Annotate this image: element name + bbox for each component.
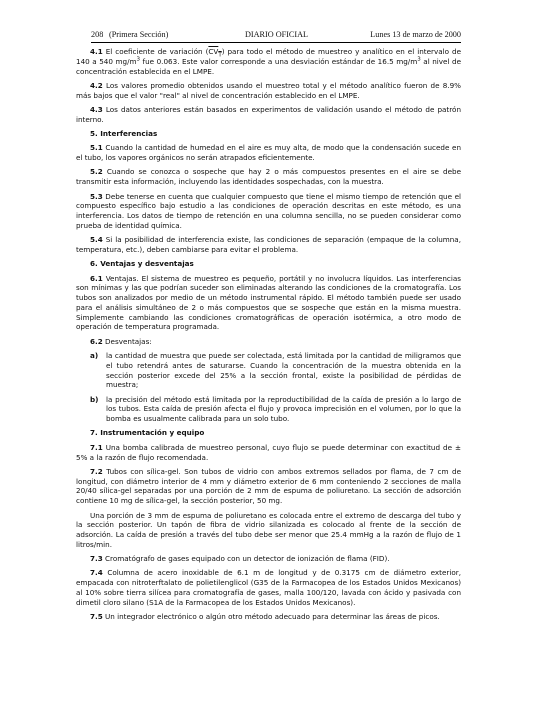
paragraph-number: 7.3 [90,554,103,564]
paragraph-5-3 [76,192,461,231]
paragraph-text: El coeficiente de variación ( [102,47,209,56]
paragraph-4-1 [76,47,461,76]
paragraph-text: Ventajas. El sistema de muestreo es pequeño, portátil y no involucra líquidos. Las interferencias son mínimas y las que podrían suceder son eliminadas alterando las condiciones de la cromatografía. Los tubos son analizados por medio de un método instrumental rápido. El método también puede ser usado para el análisis simultáneo de 2 o más compuestos que se sospeche que están en la misma muestra. Simplemente cambiando las condiciones cromatográficas de operación isotérmica, a otro modo de operación de temperatura programada. [76,273,461,332]
paragraph-text: Los valores promedio obtenidos usando el muestreo total y el método analítico fueron de 8.9% más bajos que el valor "real" al nivel de concentración establecido en el LMPE. [76,80,461,100]
paragraph-7-4 [76,568,461,607]
publication-title: DIARIO OFICIAL [245,30,308,39]
paragraph-number: 6.2 [90,336,103,346]
paragraph-text: Si la posibilidad de interferencia existe, las condiciones de separación (empaque de la columna, temperatura, etc.), deben cambiarse para evitar el problema. [76,235,461,254]
paragraph-6-2 [76,337,461,347]
paragraph-number: 6.1 [90,273,103,283]
list-marker: b) [90,394,99,404]
paragraph-6-1 [76,274,461,333]
cv-subscript: T [218,52,222,59]
paragraph-number: 5.3 [90,191,103,201]
paragraph-text: Cuando se conozca o sospeche que hay 2 o más compuestos presentes en el aire se debe transmitir esta información, incluyendo las identidades sospechadas, con la muestra. [76,167,461,187]
paragraph-number: 7.2 [90,466,103,476]
paragraph-number: 4.2 [90,80,103,90]
paragraph-text: Tubos con sílica-gel. Son tubos de vidrio con ambos extremos sellados por flama, de 7 cm de longitud, con diámetro interior de 4 mm y diámetro exterior de 6 mm conteniendo 2 secciones de malla 20/40 sílica-gel separadas por una porción de 2 mm de espuma de poliuretano. La sección de adsorción contiene 10 mg de sílica-gel, la sección posterior, 50 mg. [76,466,461,506]
section-label: (Primera Sección) [109,30,169,39]
paragraph-text: Desventajas: [102,336,152,346]
list-item-a [76,351,461,390]
document-body [76,47,461,626]
paragraph-number: 7.4 [90,568,103,578]
list-item-text: la precisión del método está limitada por la reproductibilidad de la caída de presión a lo largo de los tubos. Esta caída de presión afecta el flujo y provoca imprecisión en el volumen, por lo que la bomba es usualmente calibrada para un solo tubo. [106,394,461,424]
paragraph-5-2 [76,167,461,187]
section-heading-7: 7. Instrumentación y equipo [90,428,205,438]
paragraph-7-5 [76,612,461,622]
section-heading-5: 5. Interferencias [90,129,158,139]
paragraph-text: al nivel de concentración establecida en el LMPE. [76,56,462,76]
paragraph-7-1 [76,443,461,463]
paragraph-text: Columna de acero inoxidable de 6.1 m de longitud y de 0.3175 cm de diámetro exterior, empacada con nitroterftalato de polietilenglicol (G35 de la Farmacopea de los Estados Unidos Mexicanos) al 10% sobre tierra silícea para cromatografía de gases, malla 100/120, lavada con ácido y pasivada con dimetil cloro silano (S1A de la Farmacopea de los Estados Unidos Mexicanos). [76,568,461,607]
cv-symbol [208,47,222,59]
header-rule [91,42,461,43]
paragraph-text: ) para todo el método de muestreo y analítico en el intervalo de 140 a 540 mg/m [76,47,461,66]
paragraph-5-4 [76,235,461,255]
paragraph-5-1 [76,143,461,163]
paragraph-text: fue 0.063. Este valor corresponde a una desviación estándar de 16.5 mg/m [140,56,418,66]
paragraph-4-3 [76,105,461,125]
superscript: 3 [417,56,421,63]
paragraph-7-2-continued: Una porción de 3 mm de espuma de poliuretano es colocada entre el extremo de descarga del tubo y la sección posterior. Un tapón de fibra de vidrio silanizada es colocado al frente de la sección de adsorción. La caída de presión a través del tubo debe ser menor que 25.4 mmHg a la razón de flujo de 1 litros/min. [76,510,461,549]
paragraph-number: 4.1 [90,47,103,56]
paragraph-7-3 [76,554,461,564]
paragraph-4-2 [76,81,461,101]
paragraph-text: Debe tenerse en cuenta que cualquier compuesto que tiene el mismo tiempo de retención que el compuesto específico bajo estudio a las condiciones de operación descritas en este método, es una interferencia. Los datos de tiempo de retención en una columna sencilla, no se pueden considerar como prueba de identidad química. [76,191,461,230]
paragraph-7-2 [76,467,461,506]
paragraph-number: 7.1 [90,442,103,452]
paragraph-text: Una bomba calibrada de muestreo personal, cuyo flujo se puede determinar con exactitud de ± 5% a la razón de flujo recomendada. [76,442,461,462]
paragraph-number: 7.5 [90,612,103,622]
paragraph-text: Un integrador electrónico o algún otro método adecuado para determinar las áreas de picos. [102,612,440,622]
list-marker: a) [90,351,99,361]
list-item-text: la cantidad de muestra que puede ser colectada, está limitada por la cantidad de miligramos que el tubo retendrá antes de saturarse. Cuando la concentración de la muestra obtenida en la sección posterior excede del 25% a la sección frontal, existe la posibilidad de pérdidas de muestra; [106,351,461,390]
section-heading-6: 6. Ventajas y desventajas [90,259,194,269]
paragraph-text: Cuando la cantidad de humedad en el aire es muy alta, de modo que la condensación sucede en el tubo, los vapores orgánicos no serán atrapados eficientemente. [76,143,461,163]
paragraph-text: Cromatógrafo de gases equipado con un detector de ionización de flama (FID). [102,554,390,564]
paragraph-number: 5.1 [90,143,103,153]
paragraph-number: 5.4 [90,235,103,245]
paragraph-number: 5.2 [90,167,103,177]
superscript: 3 [136,56,140,63]
publication-date: Lunes 13 de marzo de 2000 [370,30,461,39]
paragraph-text: Los datos anteriores están basados en experimentos de validación usando el método de patrón interno. [76,104,461,124]
page-number: 208 [91,30,104,39]
paragraph-number: 4.3 [90,104,103,114]
cv-label: CV [208,47,219,56]
list-item-b [76,395,461,424]
